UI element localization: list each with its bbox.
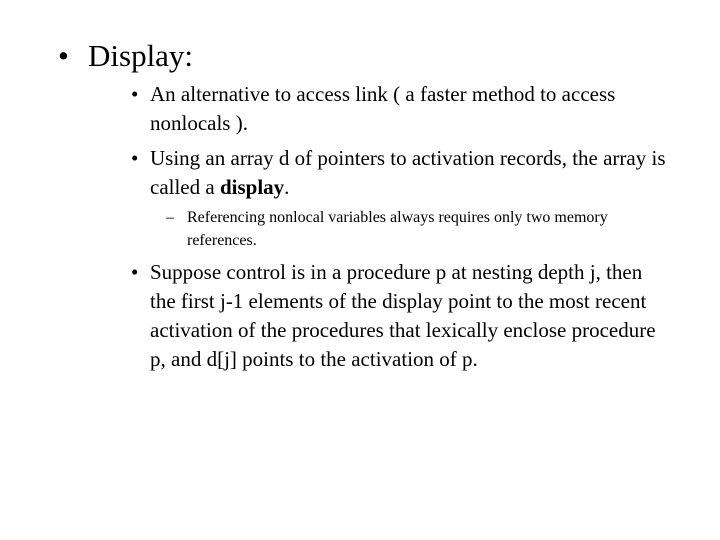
bullet-marker: • — [131, 146, 139, 170]
bullet-text — [150, 144, 670, 202]
bullet-item-array — [131, 144, 670, 202]
sub-bullet-item-references — [166, 206, 667, 252]
bullet-text-plain: Using an array d of pointers to activation records, the array is called a — [150, 146, 666, 199]
title-bullet-marker: • — [58, 38, 69, 73]
bullet-text-bold: display — [219, 175, 285, 199]
bullet-text: An alternative to access link ( a faster method to access nonlocals ). — [150, 82, 616, 135]
bullet-marker: • — [131, 260, 139, 284]
sub-bullet-text: Referencing nonlocal variables always requires only two memory references. — [187, 209, 608, 249]
bullet-item-alternative — [131, 80, 670, 138]
title-row — [58, 36, 193, 76]
bullet-text-end: . — [284, 175, 290, 199]
bullet-marker: • — [131, 82, 139, 106]
bullet-text: Suppose control is in a procedure p at nesting depth j, then the first j-1 elements of the display point to the most recent activation of the procedures that lexically enclose procedure p, and d[j] points to the activation of p. — [150, 260, 656, 371]
sub-bullet-marker: – — [166, 209, 174, 226]
slide-title: Display: — [88, 38, 194, 73]
bullet-item-suppose — [131, 258, 670, 374]
